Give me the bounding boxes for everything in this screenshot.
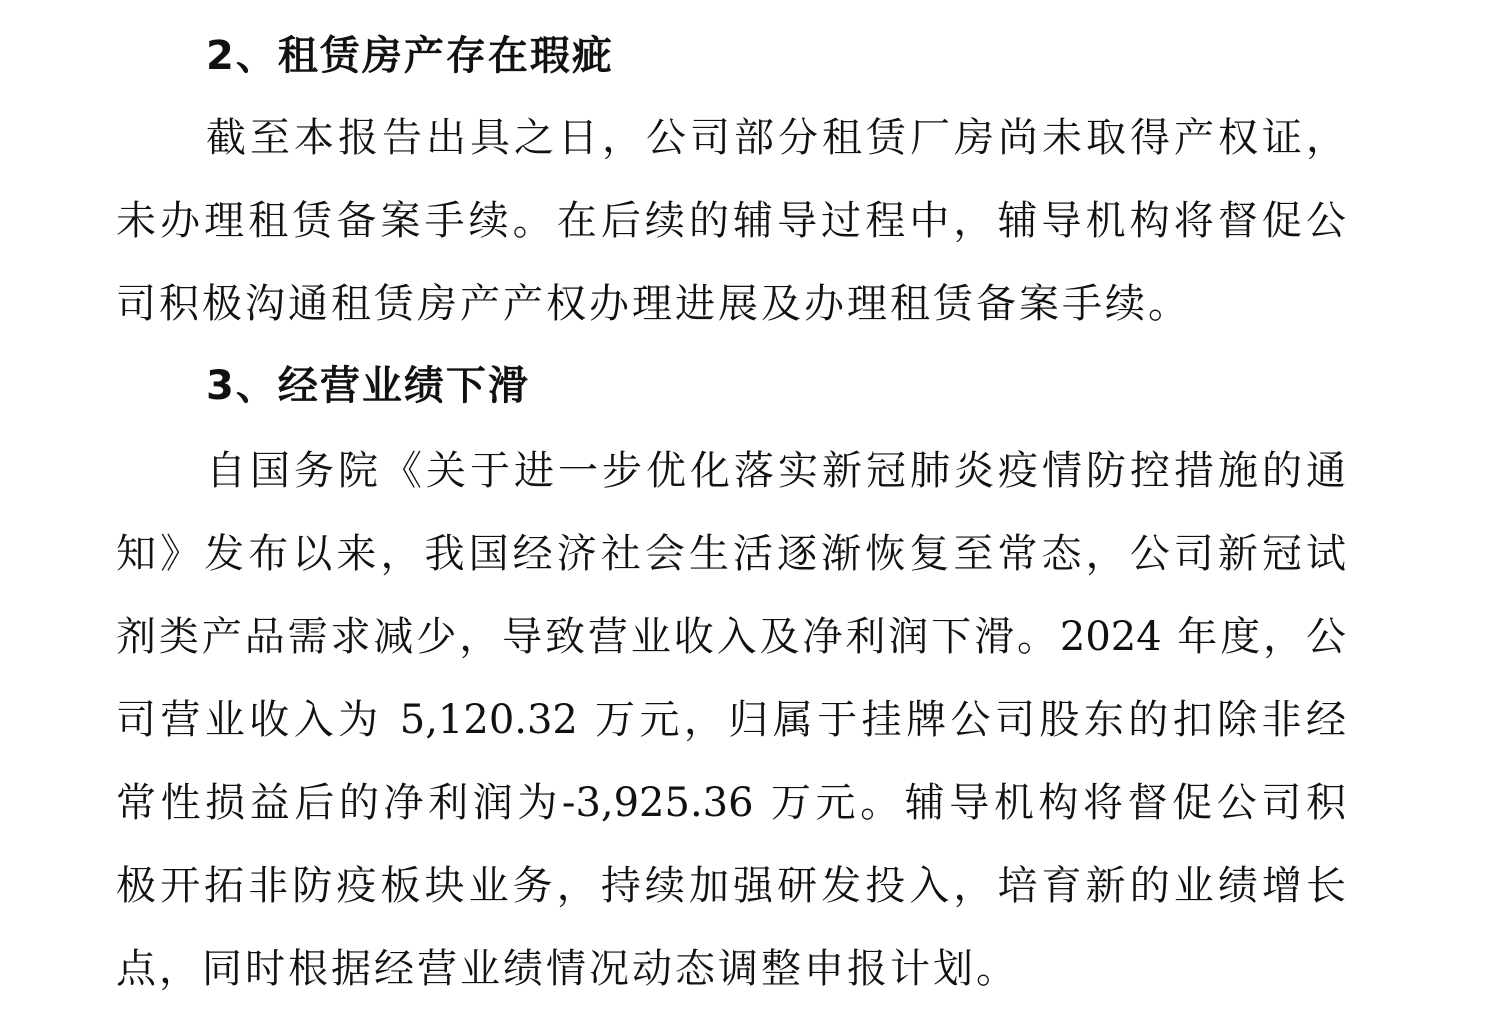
paragraph-line: 剂类产品需求减少，导致营业收入及净利润下滑。2024 年度，公 — [116, 614, 1346, 660]
paragraph-line: 常性损益后的净利润为-3,925.36 万元。辅导机构将督促公司积 — [116, 780, 1346, 826]
paragraph-line: 截至本报告出具之日，公司部分租赁厂房尚未取得产权证， — [206, 115, 1346, 161]
section-heading-leased-property: 2、租赁房产存在瑕疵 — [206, 33, 614, 79]
paragraph-line: 点，同时根据经营业绩情况动态调整申报计划。 — [116, 946, 1019, 992]
paragraph-line: 未办理租赁备案手续。在后续的辅导过程中，辅导机构将督促公 — [116, 198, 1346, 244]
section-heading-performance-decline: 3、经营业绩下滑 — [206, 363, 530, 409]
paragraph-line: 极开拓非防疫板块业务，持续加强研发投入，培育新的业绩增长 — [116, 863, 1346, 909]
paragraph-line: 司营业收入为 5,120.32 万元，归属于挂牌公司股东的扣除非经 — [116, 697, 1346, 743]
paragraph-line: 知》发布以来，我国经济社会生活逐渐恢复至常态，公司新冠试 — [116, 531, 1346, 577]
paragraph-line: 司积极沟通租赁房产产权办理进展及办理租赁备案手续。 — [116, 281, 1191, 327]
paragraph-line: 自国务院《关于进一步优化落实新冠肺炎疫情防控措施的通 — [206, 448, 1346, 494]
